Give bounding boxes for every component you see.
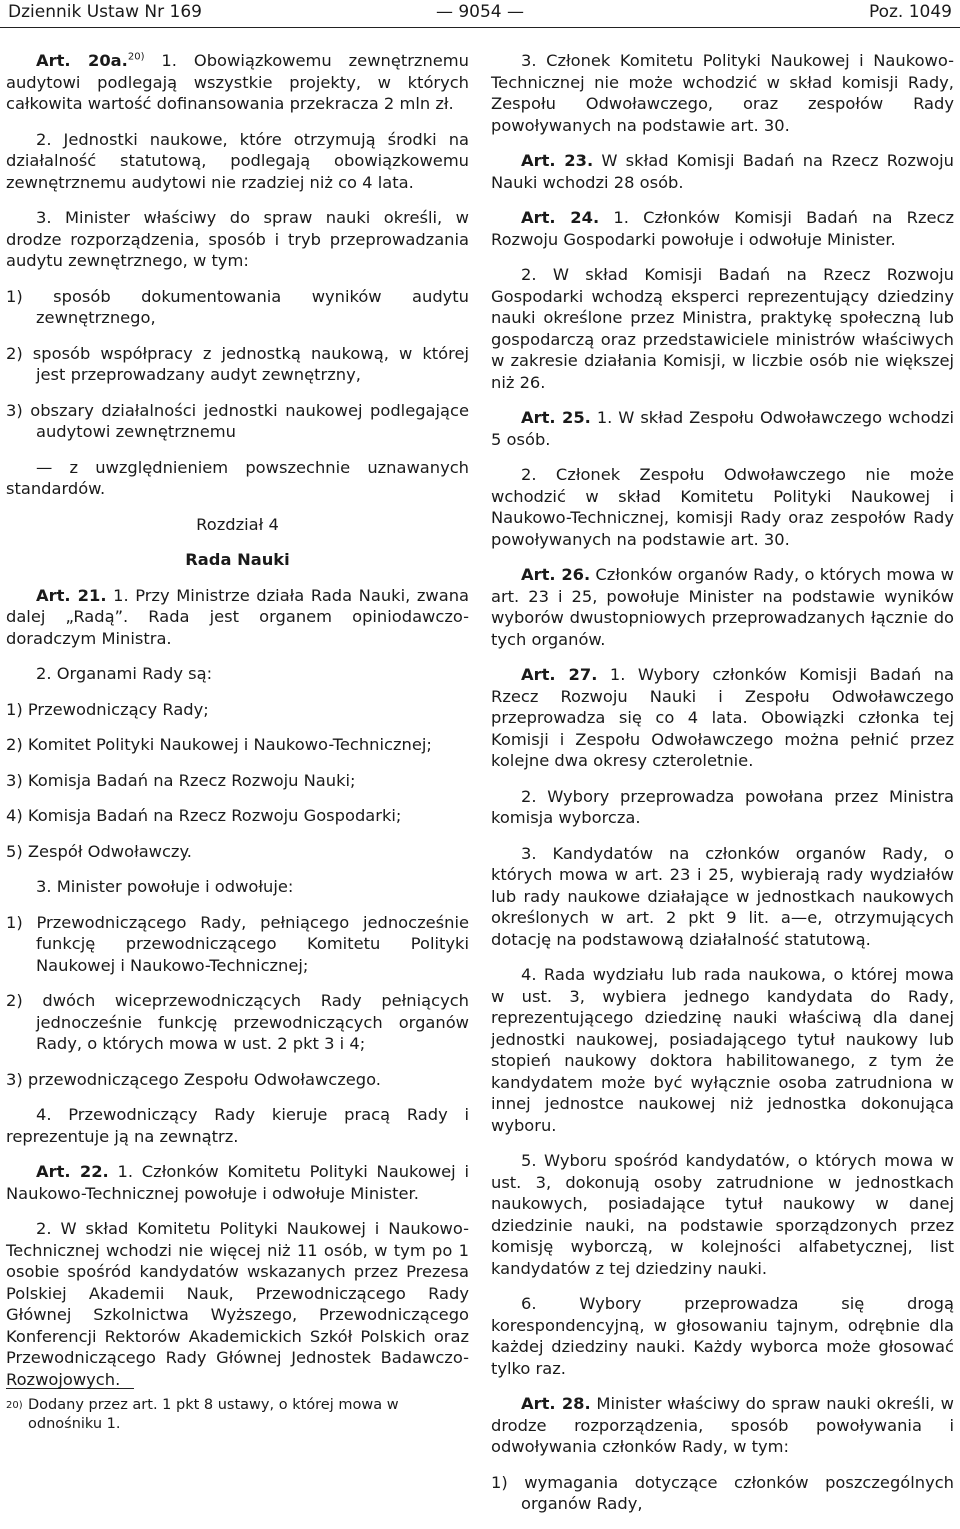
art24-par1 [491,207,954,250]
art27-par2: 2. Wybory przeprowadza powołana przez Ministra komisja wyborcza. [491,786,954,827]
art27-label: Art. 27. [521,665,598,684]
art27-par5: 5. Wyboru spośród kandydatów, o których mowa w ust. 3, dokonują osoby zatrudnione w jednostkach naukowych, posiadające tytuł naukowy w danej dziedzinie nauki, na podstawie sporządzonych przez komisję wyborczą, w kolejności alfabetycznej, list kandydatów z tej dziedziny nauki. [491,1151,954,1278]
art28 [491,1393,954,1458]
art27-par6: 6. Wybory przeprowadza się drogą korespondencyjną, w głosowaniu tajnym, odrębnie dla każdej dziedziny nauki. Każdy wyborca może głosować tylko raz. [491,1294,954,1378]
list-item: 4) Komisja Badań na Rzecz Rozwoju Gospodarki; [6,806,402,825]
list-item: 2) dwóch wiceprzewodniczących Rady pełniących jednocześnie funkcję przewodniczących organów Rady, o których mowa w ust. 2 pkt 3 i 4; [6,991,469,1053]
list-item: 1) wymagania dotyczące członków poszczególnych organów Rady, [491,1472,954,1513]
art20a-label: Art. 20a. [36,51,128,70]
art22-par1-text: 1. Członków Komitetu Polityki Naukowej i Naukowo-Technicznej powołuje i odwołuje Minister. [6,1162,469,1203]
page-header [0,0,960,36]
art23 [491,150,954,193]
footnote-rule [6,1388,134,1389]
position-number: Poz. 1049 [868,2,952,22]
art26-label: Art. 26. [521,565,591,584]
chapter-title: Rada Nauki [185,550,290,569]
footnote [6,1396,469,1434]
right-column [491,50,954,1529]
art22-label: Art. 22. [36,1162,109,1181]
art27-par1-text: 1. Wybory członków Komisji Badań na Rzecz Rozwoju Nauki i Zespołu Odwoławczego przeprowadza się co 4 lata. Obowiązki członka tej Komisji i Zespołu Odwoławczego można pełnić przez kolejne dwa okresy czteroletnie. [491,665,955,770]
header-rule [0,27,960,28]
art20a-par1 [6,50,469,115]
art20a-par2: 2. Jednostki naukowe, które otrzymują środki na działalność statutową, podlegają obowiązkowemu zewnętrznemu audytowi nie rzadziej niż co 4 lata. [6,129,469,192]
art28-label: Art. 28. [521,1394,591,1413]
art26 [491,564,954,650]
art24-par1-text: 1. Członków Komisji Badań na Rzecz Rozwoju Gospodarki powołuje i odwołuje Minister. [491,208,955,249]
art25-par1-text: 1. W skład Zespołu Odwoławczego wchodzi 5 osób. [491,408,954,449]
art21-par2: 2. Organami Rady są: [36,664,213,683]
art21-par4: 4. Przewodniczący Rady kieruje pracą Rady i reprezentuje ją na zewnątrz. [6,1105,469,1146]
footnote-text: Dodany przez art. 1 pkt 8 ustawy, o której mowa w odnośniku 1. [28,1397,399,1432]
art22-par3: 3. Członek Komitetu Polityki Naukowej i Naukowo-Technicznej nie może wchodzić w skład komisji Rady, Zespołu Odwoławczego, oraz zespołów Rady powoływanych na podstawie art. 30. [491,51,954,135]
art27-par4: 4. Rada wydziału lub rada naukowa, o której mowa w ust. 3, wybiera jednego kandydata do Rady, reprezentującego dziedzinę nauki właściwą dla danej jednostki naukowej, posiadającego tytuł naukowy lub stopień naukowy doktora habilitowanego, z tym że kandydatem może być wyłącznie osoba zatrudniona w innej jednostce naukowej niż jednostka dokonująca wyboru. [491,965,954,1135]
list-item: 5) Zespół Odwoławczy. [6,841,192,861]
page-number: — 9054 — [435,2,525,22]
art23-label: Art. 23. [521,151,594,170]
art25-par2: 2. Członek Zespołu Odwoławczego nie może wchodzić w skład Komitetu Polityki Naukowej i Naukowo-Technicznej, komisji Rady oraz zespołów Rady powoływanych na podstawie art. 30. [491,465,954,549]
art24-par2: 2. W skład Komisji Badań na Rzecz Rozwoju Gospodarki wchodzą eksperci reprezentujący dziedziny nauki określone przez Ministra, praktykę społeczną lub gospodarczą oraz przedstawiciele ministrów właściwych w zakresie działania Komisji, w liczbie osób nie większej niż 26. [491,265,954,392]
art21-par3: 3. Minister powołuje i odwołuje: [36,877,294,896]
art21-label: Art. 21. [36,585,107,605]
art22-par1 [6,1161,469,1204]
list-item: 2) sposób współpracy z jednostką naukową, w której jest przeprowadzany audyt zewnętrzny, [6,343,469,384]
list-item: 3) przewodniczącego Zespołu Odwoławczego. [6,1069,381,1089]
art24-label: Art. 24. [521,208,600,227]
art28-text: Minister właściwy do spraw nauki określi, w drodze rozporządzenia, sposób powoływania i odwoływania członków Rady, w tym: [491,1394,955,1456]
art25-par1 [491,407,954,450]
art21-par1 [6,585,469,650]
list-item: 2) Komitet Polityki Naukowej i Naukowo-Technicznej; [6,735,432,754]
footnote-ref: 20) [127,51,145,63]
art20a-par1-text: 1. Obowiązkowemu zewnętrznemu audytowi podlegają wszystkie projekty, w których całkowita wartość dofinansowania przekracza 2 mln zł. [6,51,469,113]
list-item: 1) Przewodniczącego Rady, pełniącego jednocześnie funkcję przewodniczącego Komitetu Polityki Naukowej i Naukowo-Technicznej; [6,912,469,975]
art26-text: Członków organów Rady, o których mowa w art. 23 i 25, powołuje Minister na podstawie wyników wyborów dwustopniowych przeprowadzanych łącznie do tych organów. [491,565,954,649]
list-item: 1) sposób dokumentowania wyników audytu zewnętrznego, [6,286,469,327]
footnote-number: 20) [6,1400,23,1411]
chapter-number: Rozdział 4 [196,514,279,534]
art25-label: Art. 25. [521,408,591,427]
art20a-par3-tail: — z uwzględnieniem powszechnie uznawanych standardów. [6,457,469,498]
art27-par3: 3. Kandydatów na członków organów Rady, o których mowa w art. 23 i 25, wybierają rady wydziałów lub rady naukowe działające w jednostkach naukowych określonych w art. 2 pkt 9 lit. a—e, otrzymujących dotację na podstawową działalność statutową. [491,843,954,949]
art20a-par3: 3. Minister właściwy do spraw nauki określi, w drodze rozporządzenia, sposób i tryb przeprowadzania audytu zewnętrznego, w tym: [6,208,469,270]
art23-text: W skład Komisji Badań na Rzecz Rozwoju Nauki wchodzi 28 osób. [491,151,954,192]
list-item: 1) Przewodniczący Rady; [6,699,209,719]
list-item: 3) Komisja Badań na Rzecz Rozwoju Nauki; [6,770,356,790]
list-item: 3) obszary działalności jednostki naukowej podlegające audytowi zewnętrznemu [6,400,469,441]
art27-par1 [491,664,954,772]
journal-title: Dziennik Ustaw Nr 169 [8,2,202,22]
art21-par1-text: 1. Przy Ministrze działa Rada Nauki, zwana dalej „Radą”. Rada jest organem opiniodawczo-doradczym Ministra. [6,585,470,648]
art22-par2: 2. W skład Komitetu Polityki Naukowej i Naukowo-Technicznej wchodzi nie więcej niż 11 osób, w tym po 1 osobie spośród kandydatów wskazanych przez Prezesa Polskiej Akademii Nauk, Przewodniczącego Rady Głównej Szkolnictwa Wyższego, Przewodniczącego Konferencji Rektorów Akademickich Szkół Polskich oraz Przewodniczącego Rady Głównej Jednostek Badawczo-Rozwojowych. [6,1219,469,1389]
left-column [6,50,469,1404]
